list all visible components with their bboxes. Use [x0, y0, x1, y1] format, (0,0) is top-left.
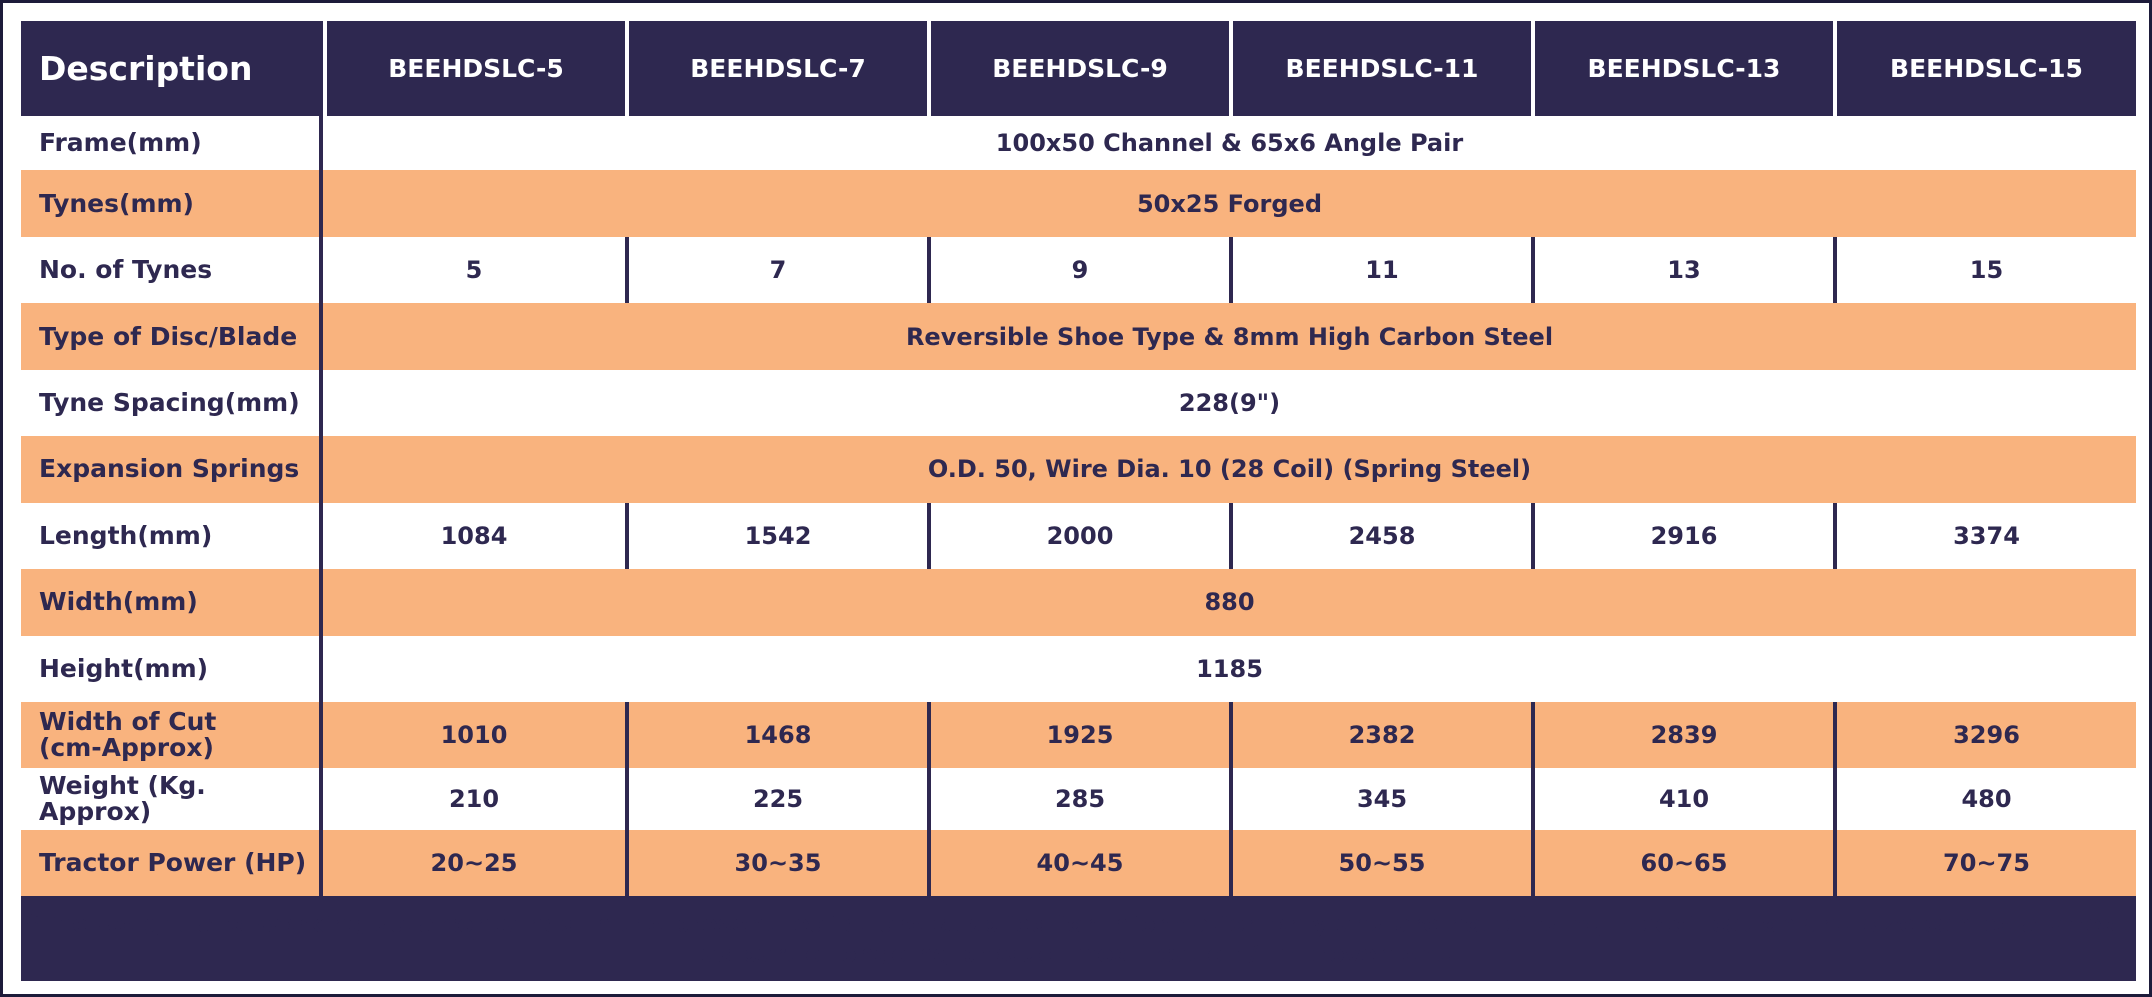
table-row-width	[21, 569, 2136, 635]
merged-cell: O.D. 50, Wire Dia. 10 (28 Coil) (Spring Steel)	[323, 436, 2136, 502]
value-cell: 9	[927, 237, 1229, 303]
value-cell: 345	[1229, 768, 1531, 829]
row-label-line: (cm-Approx)	[39, 733, 214, 763]
value-cell: 11	[1229, 237, 1531, 303]
specification-table	[21, 21, 2136, 981]
table-row-width-of-cut	[21, 702, 2136, 768]
table-row-tynes	[21, 170, 2136, 236]
header-model: BEEHDSLC-11	[1229, 21, 1531, 116]
row-label: Type of Disc/Blade	[21, 303, 323, 369]
footnote-cell	[21, 896, 2136, 981]
merged-cell: Reversible Shoe Type & 8mm High Carbon Steel	[323, 303, 2136, 369]
table-row-weight	[21, 768, 2136, 829]
table-row-frame	[21, 116, 2136, 170]
merged-cell: 228(9")	[323, 370, 2136, 436]
table-row-no-of-tynes	[21, 237, 2136, 303]
value-cell: 13	[1531, 237, 1833, 303]
value-cell: 50~55	[1229, 830, 1531, 896]
value-cell: 2382	[1229, 702, 1531, 768]
value-cell: 30~35	[625, 830, 927, 896]
value-cell: 2000	[927, 503, 1229, 569]
value-cell: 40~45	[927, 830, 1229, 896]
value-cell: 2916	[1531, 503, 1833, 569]
value-cell: 60~65	[1531, 830, 1833, 896]
merged-cell: 50x25 Forged	[323, 170, 2136, 236]
row-label: Length(mm)	[21, 503, 323, 569]
value-cell: 225	[625, 768, 927, 829]
value-cell: 1084	[323, 503, 625, 569]
value-cell: 1010	[323, 702, 625, 768]
value-cell: 20~25	[323, 830, 625, 896]
value-cell: 5	[323, 237, 625, 303]
table-row-tyne-spacing	[21, 370, 2136, 436]
row-label: Tractor Power (HP)	[21, 830, 323, 896]
table-row-height	[21, 636, 2136, 702]
value-cell: 285	[927, 768, 1229, 829]
row-label: Tynes(mm)	[21, 170, 323, 236]
merged-cell: 880	[323, 569, 2136, 635]
table-row-disc-blade	[21, 303, 2136, 369]
value-cell: 1468	[625, 702, 927, 768]
header-description: Description	[21, 21, 323, 116]
value-cell: 70~75	[1833, 830, 2136, 896]
header-model: BEEHDSLC-9	[927, 21, 1229, 116]
value-cell: 210	[323, 768, 625, 829]
row-label: Width(mm)	[21, 569, 323, 635]
row-label: Height(mm)	[21, 636, 323, 702]
merged-cell: 100x50 Channel & 65x6 Angle Pair	[323, 116, 2136, 170]
merged-cell: 1185	[323, 636, 2136, 702]
footnote-text: *The weight and working data contained in the present leaflet are supplied for information only and are not binding. Specification and size can be altered as part of ongoing product modification / improvement.	[26, 909, 2119, 968]
value-cell: 1925	[927, 702, 1229, 768]
header-model: BEEHDSLC-13	[1531, 21, 1833, 116]
value-cell: 1542	[625, 503, 927, 569]
row-label: Expansion Springs	[21, 436, 323, 502]
value-cell: 2458	[1229, 503, 1531, 569]
value-cell: 3374	[1833, 503, 2136, 569]
row-label	[21, 702, 323, 768]
value-cell: 2839	[1531, 702, 1833, 768]
value-cell: 3296	[1833, 702, 2136, 768]
header-model: BEEHDSLC-7	[625, 21, 927, 116]
table-row-length	[21, 503, 2136, 569]
footnote-row	[21, 896, 2136, 981]
value-cell: 410	[1531, 768, 1833, 829]
header-model: BEEHDSLC-15	[1833, 21, 2136, 116]
header-model: BEEHDSLC-5	[323, 21, 625, 116]
value-cell: 480	[1833, 768, 2136, 829]
table-row-expansion-springs	[21, 436, 2136, 502]
row-label: Tyne Spacing(mm)	[21, 370, 323, 436]
table-row-tractor-power	[21, 830, 2136, 896]
row-label: Frame(mm)	[21, 116, 323, 170]
header-row	[21, 21, 2136, 116]
row-label: No. of Tynes	[21, 237, 323, 303]
value-cell: 7	[625, 237, 927, 303]
row-label-line: Width of Cut	[39, 707, 217, 737]
value-cell: 15	[1833, 237, 2136, 303]
row-label: Weight (Kg. Approx)	[21, 768, 323, 829]
